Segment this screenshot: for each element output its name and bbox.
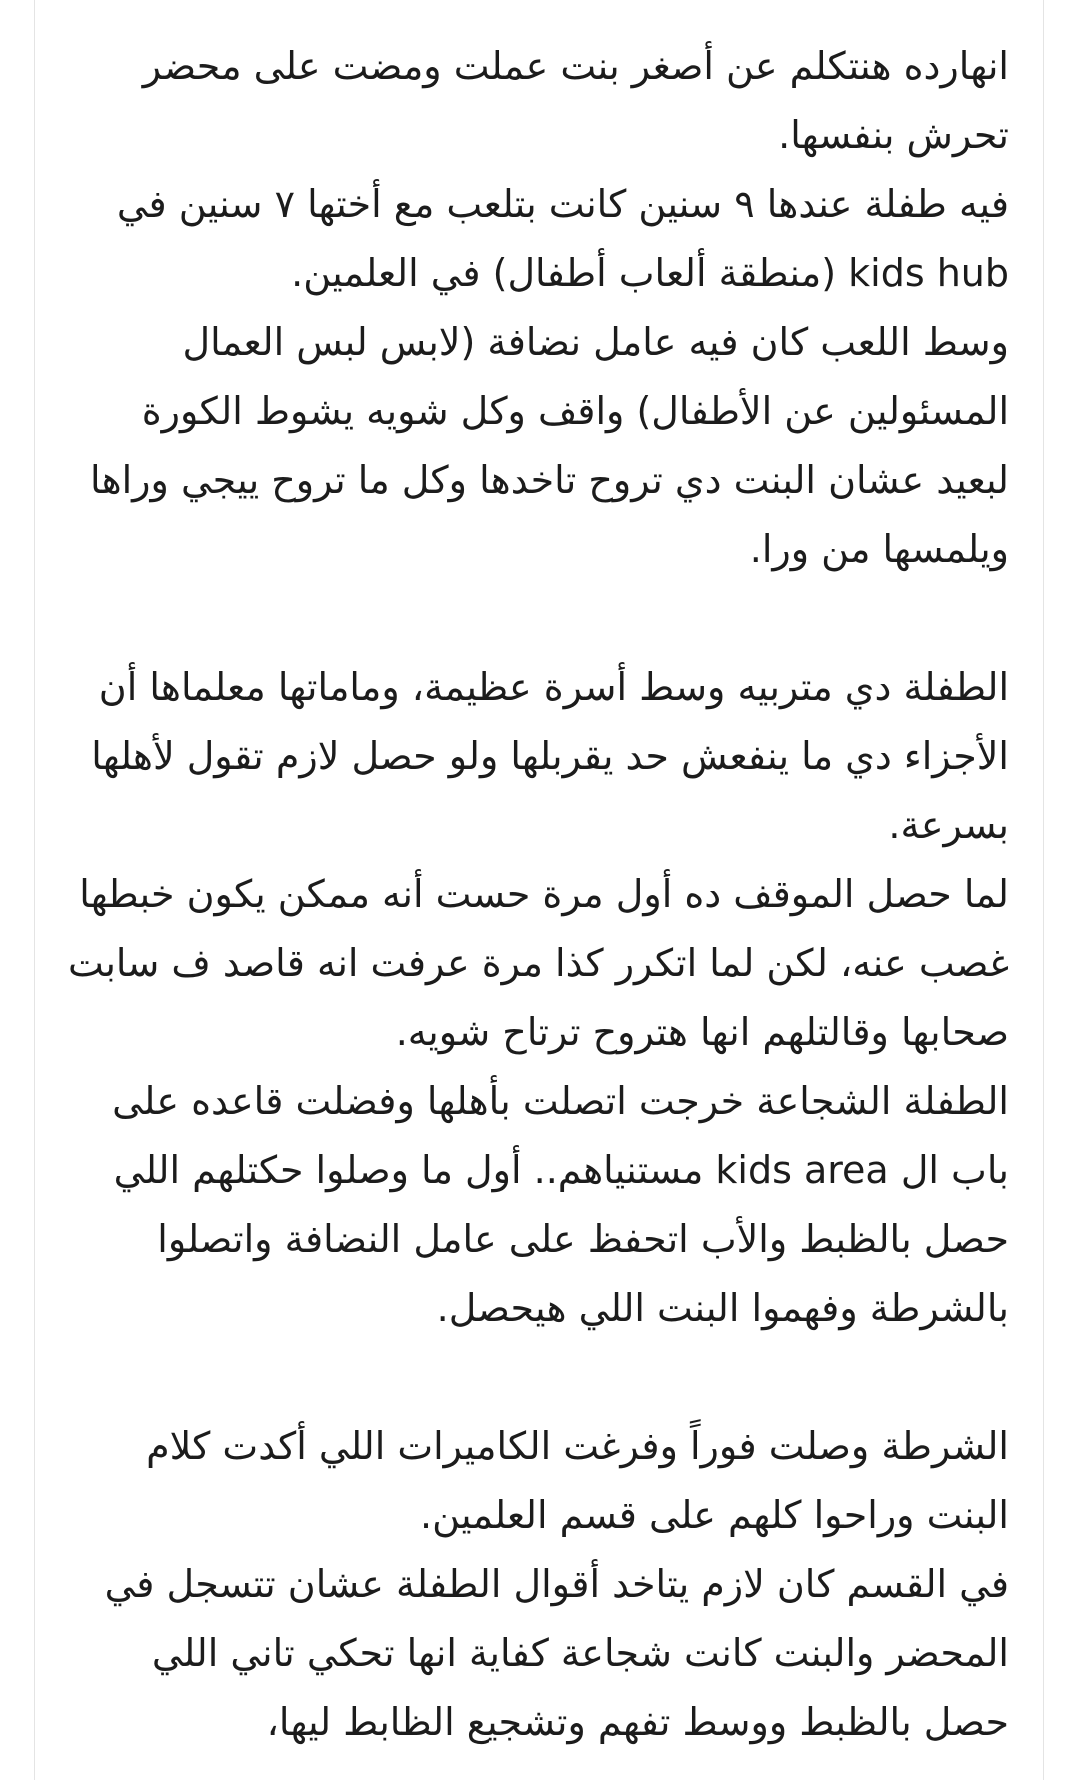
bottom-edge: [35, 1766, 1043, 1780]
post-text: [65, 32, 1009, 1757]
paragraph: انهارده هنتكلم عن أصغر بنت عملت ومضت على محضر تحرش بنفسها.: [142, 44, 1009, 157]
paragraph: لما حصل الموقف ده أول مرة حست أنه ممكن يكون خبطها غصب عنه، لكن لما اتكرر كذا مرة عرفت انه قاصد ف سابت صحابها وقالتلهم انها هتروح ترتاح شويه.: [68, 872, 1009, 1054]
paragraph: الطفلة دي متربيه وسط أسرة عظيمة، وماماتها معلماها أن الأجزاء دي ما ينفعش حد يقربلها ولو حصل لازم تقول لأهلها بسرعة.: [91, 665, 1009, 847]
paragraph: الطفلة الشجاعة خرجت اتصلت بأهلها وفضلت قاعده على باب ال kids area مستنياهم.. أول ما وصلوا حكتلهم اللي حصل بالظبط والأب اتحفظ على عامل النضافة واتصلوا بالشرطة وفهموا البنت اللي هيحصل.: [112, 1079, 1009, 1330]
paragraph: فيه طفلة عندها ٩ سنين كانت بتلعب مع أختها ٧ سنين في kids hub (منطقة ألعاب أطفال) في العلمين.: [116, 182, 1009, 295]
paragraph: وسط اللعب كان فيه عامل نضافة (لابس لبس العمال المسئولين عن الأطفال) واقف وكل شويه يشوط الكورة لبعيد عشان البنت دي تروح تاخدها وكل ما تروح ييجي وراها ويلمسها من ورا.: [89, 320, 1009, 571]
post-container: [34, 0, 1044, 1780]
paragraph: الشرطة وصلت فوراً وفرغت الكاميرات اللي أكدت كلام البنت وراحوا كلهم على قسم العلمين.: [146, 1424, 1009, 1537]
paragraph: في القسم كان لازم يتاخد أقوال الطفلة عشان تتسجل في المحضر والبنت كانت شجاعة كفاية انها تحكي تاني اللي حصل بالظبط ووسط تفهم وتشجيع الظابط ليها،: [104, 1562, 1009, 1744]
